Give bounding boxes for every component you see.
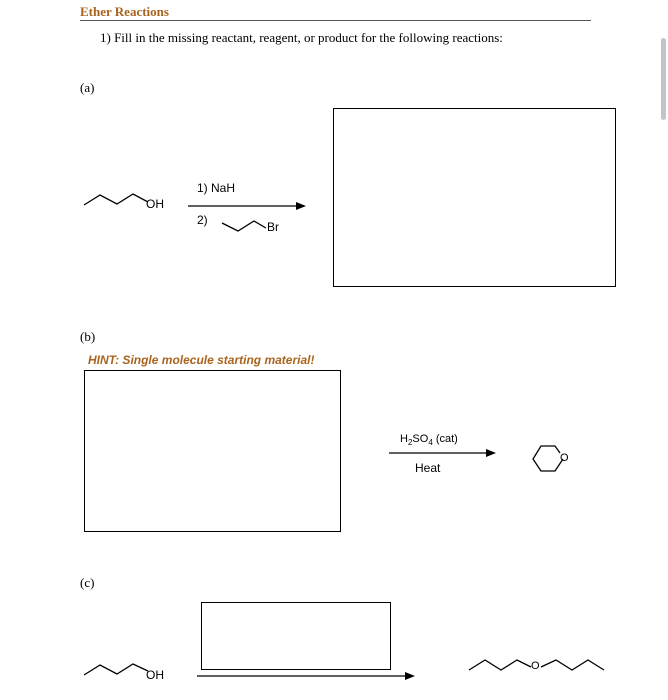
formula-subscript-2: 2	[407, 438, 413, 448]
formula-so: SO	[412, 433, 429, 445]
part-b-condition: Heat	[415, 461, 441, 475]
part-a-label: (a)	[80, 80, 95, 95]
part-b-hint: HINT: Single molecule starting material!	[88, 353, 315, 367]
part-a-hydroxyl-label: OH	[146, 197, 164, 211]
page-title: Ether Reactions	[80, 4, 169, 19]
formula-cat: (cat)	[432, 433, 458, 445]
part-a-reagent-step2-number: 2)	[197, 213, 208, 227]
question-text: 1) Fill in the missing reactant, reagent, or product for the following reactions:	[100, 30, 503, 45]
part-b-label: (b)	[80, 329, 96, 344]
part-c-ether-oxygen-label: O	[531, 660, 540, 672]
part-c-hydroxyl-label: OH	[146, 668, 164, 682]
vertical-scrollbar[interactable]	[661, 38, 666, 120]
part-c-label: (c)	[80, 575, 95, 590]
formula-subscript-4: 4	[428, 438, 433, 448]
formula-h: H	[400, 433, 408, 445]
part-b-ring-oxygen-label: O	[560, 452, 569, 464]
part-a-bromine-label: Br	[267, 220, 279, 234]
part-a-reagent-step1: 1) NaH	[197, 181, 236, 195]
